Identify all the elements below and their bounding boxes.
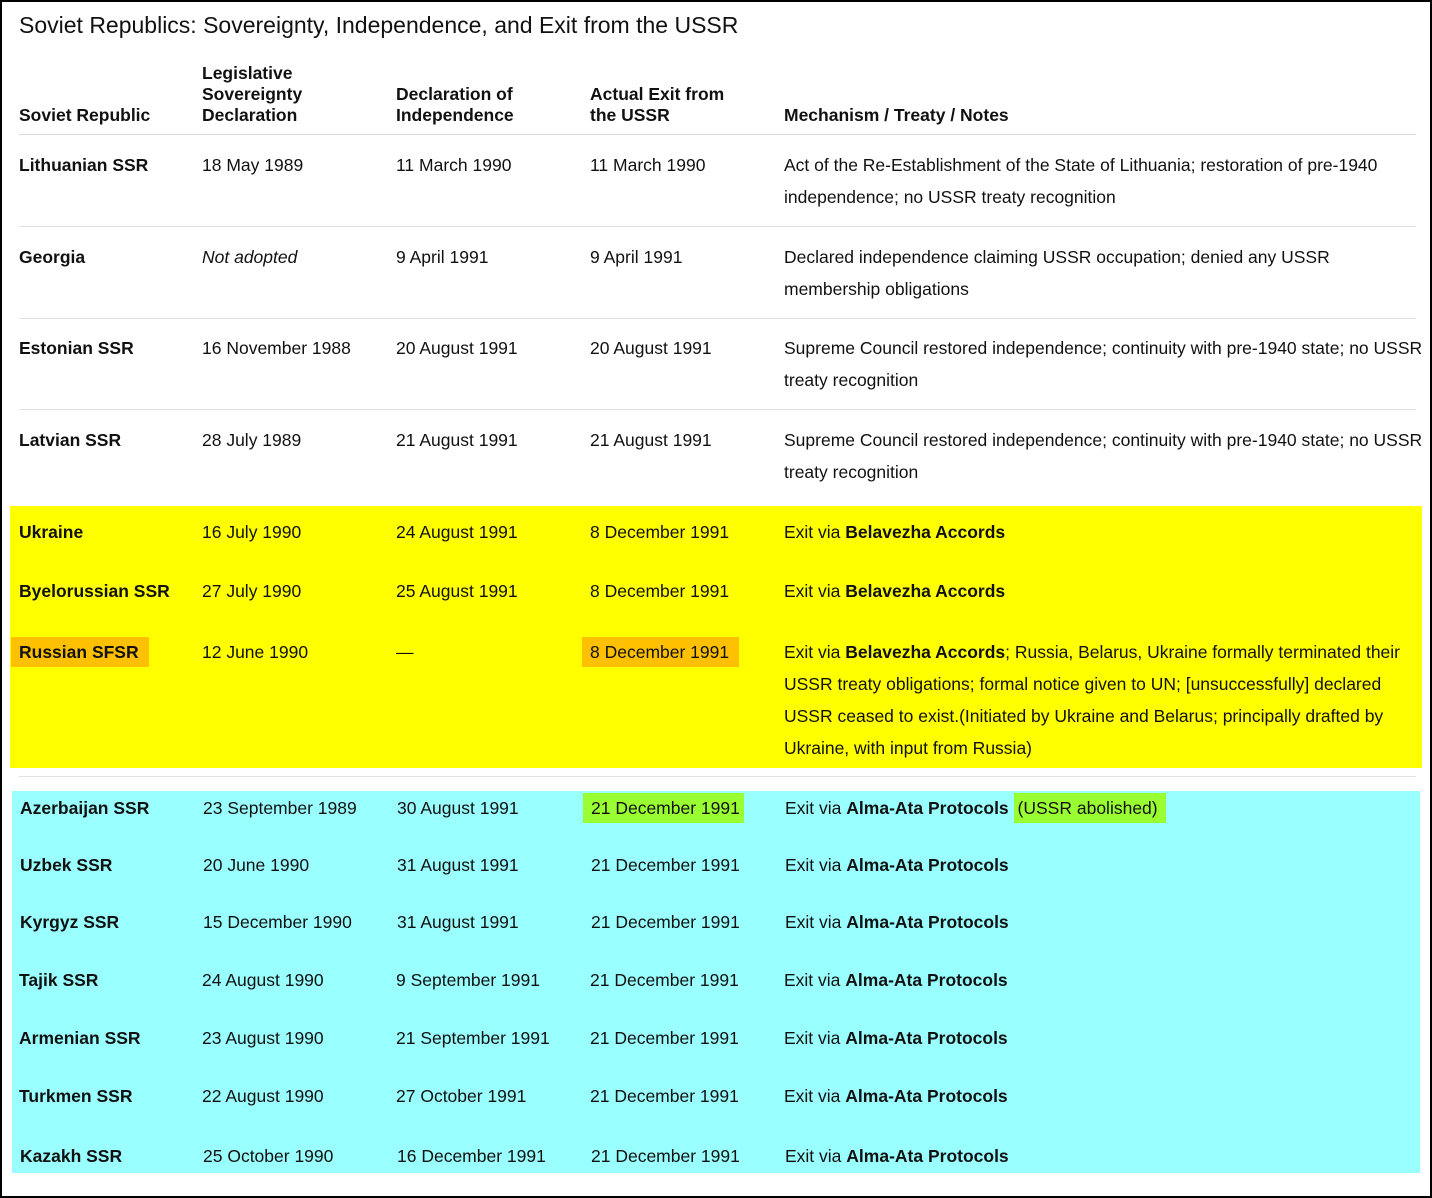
- ussr-abolished-tag: (USSR abolished): [1014, 793, 1166, 823]
- exit-date: 21 December 1991: [591, 855, 740, 875]
- header-sovereignty: Legislative Sovereignty Declaration: [202, 63, 303, 125]
- independence-date: —: [396, 642, 414, 662]
- header-republic: Soviet Republic: [19, 105, 151, 125]
- sovereignty-date: 23 August 1990: [202, 1028, 324, 1048]
- independence-date: 27 October 1991: [396, 1086, 527, 1106]
- independence-date: 11 March 1990: [396, 155, 512, 175]
- notes-prefix: Exit via: [784, 642, 846, 662]
- republic-name: Russian SFSR: [11, 637, 149, 667]
- notes-text: [784, 516, 1424, 548]
- notes-text: [785, 906, 1009, 938]
- republic-name: Latvian SSR: [19, 430, 122, 450]
- row-divider: [19, 226, 1416, 227]
- treaty-name: Alma-Ata Protocols: [846, 912, 1009, 932]
- treaty-name: Alma-Ata Protocols: [846, 855, 1009, 875]
- row-divider: [19, 776, 1416, 777]
- treaty-name: Alma-Ata Protocols: [846, 798, 1009, 818]
- row-divider: [19, 318, 1416, 319]
- republic-name: Byelorussian SSR: [19, 581, 170, 601]
- sovereignty-date: 27 July 1990: [202, 581, 302, 601]
- notes-detail: ; Russia, Belarus, Ukraine formally terminated their USSR treaty obligations; formal notice given to UN; [unsuccessfully] declared USSR ceased to exist.(Initiated by Ukraine and Belarus; principally drafted by Ukraine, with input from Russia): [784, 642, 1400, 758]
- exit-date: 9 April 1991: [590, 247, 683, 267]
- notes-text: Act of the Re-Establishment of the State of Lithuania; restoration of pre-1940 independence; no USSR treaty recognition: [784, 155, 1378, 207]
- republic-name: Armenian SSR: [19, 1028, 141, 1048]
- republic-name: Kyrgyz SSR: [20, 912, 120, 932]
- row-divider: [19, 409, 1416, 410]
- notes-text: [785, 792, 1166, 824]
- treaty-name: Alma-Ata Protocols: [845, 1086, 1008, 1106]
- notes-text: [784, 1080, 1008, 1112]
- independence-date: 21 August 1991: [396, 430, 518, 450]
- independence-date: 25 August 1991: [396, 581, 518, 601]
- exit-date: 21 December 1991: [590, 970, 739, 990]
- republic-name: Kazakh SSR: [20, 1146, 123, 1166]
- sovereignty-date: 20 June 1990: [203, 855, 310, 875]
- sovereignty-date: 28 July 1989: [202, 430, 302, 450]
- notes-text: [785, 1140, 1009, 1172]
- table-header: [19, 60, 1416, 135]
- republic-name: Turkmen SSR: [19, 1086, 133, 1106]
- exit-date: 21 December 1991: [591, 912, 740, 932]
- exit-date: 11 March 1990: [590, 155, 706, 175]
- notes-text: [784, 964, 1008, 996]
- exit-date: 21 December 1991: [590, 1086, 739, 1106]
- republic-name: Georgia: [19, 247, 86, 267]
- republic-name: Tajik SSR: [19, 970, 99, 990]
- notes-prefix: Exit via: [785, 855, 847, 875]
- independence-date: 20 August 1991: [396, 338, 518, 358]
- notes-text: [784, 575, 1424, 607]
- sovereignty-date: 24 August 1990: [202, 970, 324, 990]
- exit-date: 21 August 1991: [590, 430, 712, 450]
- exit-date: 8 December 1991: [582, 637, 739, 667]
- republic-name: Lithuanian SSR: [19, 155, 149, 175]
- republic-name: Azerbaijan SSR: [20, 798, 150, 818]
- treaty-name: Alma-Ata Protocols: [846, 1146, 1009, 1166]
- notes-text: Supreme Council restored independence; continuity with pre-1940 state; no USSR treaty recognition: [784, 430, 1423, 482]
- treaty-name: Alma-Ata Protocols: [845, 970, 1008, 990]
- exit-date: 21 December 1991: [590, 1028, 739, 1048]
- notes-prefix: Exit via: [785, 1146, 847, 1166]
- notes-prefix: Exit via: [784, 970, 846, 990]
- independence-date: 24 August 1991: [396, 522, 518, 542]
- exit-date: 21 December 1991: [583, 793, 744, 823]
- notes-text: Declared independence claiming USSR occupation; denied any USSR membership obligations: [784, 247, 1330, 299]
- independence-date: 16 December 1991: [397, 1146, 546, 1166]
- header-independence: Declaration of Independence: [396, 84, 514, 125]
- notes-prefix: Exit via: [784, 581, 846, 601]
- independence-date: 9 September 1991: [396, 970, 540, 990]
- notes-prefix: Exit via: [784, 1086, 846, 1106]
- header-notes: Mechanism / Treaty / Notes: [784, 105, 1009, 125]
- notes-text: [784, 636, 1424, 764]
- treaty-name: Belavezha Accords: [845, 642, 1006, 662]
- independence-date: 30 August 1991: [397, 798, 519, 818]
- sovereignty-date: 12 June 1990: [202, 642, 309, 662]
- sovereignty-date: 16 November 1988: [202, 338, 351, 358]
- treaty-name: Alma-Ata Protocols: [845, 1028, 1008, 1048]
- independence-date: 9 April 1991: [396, 247, 489, 267]
- notes-prefix: Exit via: [784, 522, 846, 542]
- sovereignty-date: 15 December 1990: [203, 912, 352, 932]
- independence-date: 31 August 1991: [397, 855, 519, 875]
- exit-date: 21 December 1991: [591, 1146, 740, 1166]
- notes-prefix: Exit via: [785, 912, 847, 932]
- notes-prefix: Exit via: [784, 1028, 846, 1048]
- sovereignty-date: 16 July 1990: [202, 522, 302, 542]
- page-title: Soviet Republics: Sovereignty, Independence, and Exit from the USSR: [19, 12, 739, 38]
- sovereignty-date: 22 August 1990: [202, 1086, 324, 1106]
- treaty-name: Belavezha Accords: [845, 581, 1006, 601]
- republic-name: Ukraine: [19, 522, 84, 542]
- republic-name: Estonian SSR: [19, 338, 134, 358]
- notes-text: [784, 1022, 1008, 1054]
- independence-date: 21 September 1991: [396, 1028, 550, 1048]
- notes-prefix: Exit via: [785, 798, 847, 818]
- republic-name: Uzbek SSR: [20, 855, 113, 875]
- header-exit: Actual Exit from the USSR: [590, 84, 725, 125]
- exit-date: 8 December 1991: [590, 522, 730, 542]
- sovereignty-date: 23 September 1989: [203, 798, 357, 818]
- exit-date: 8 December 1991: [590, 581, 730, 601]
- sovereignty-date: Not adopted: [202, 247, 298, 267]
- treaty-name: Belavezha Accords: [845, 522, 1006, 542]
- exit-date: 20 August 1991: [590, 338, 712, 358]
- sovereignty-date: 18 May 1989: [202, 155, 304, 175]
- independence-date: 31 August 1991: [397, 912, 519, 932]
- notes-text: [785, 849, 1009, 881]
- notes-text: Supreme Council restored independence; continuity with pre-1940 state; no USSR treaty recognition: [784, 338, 1423, 390]
- sovereignty-date: 25 October 1990: [203, 1146, 334, 1166]
